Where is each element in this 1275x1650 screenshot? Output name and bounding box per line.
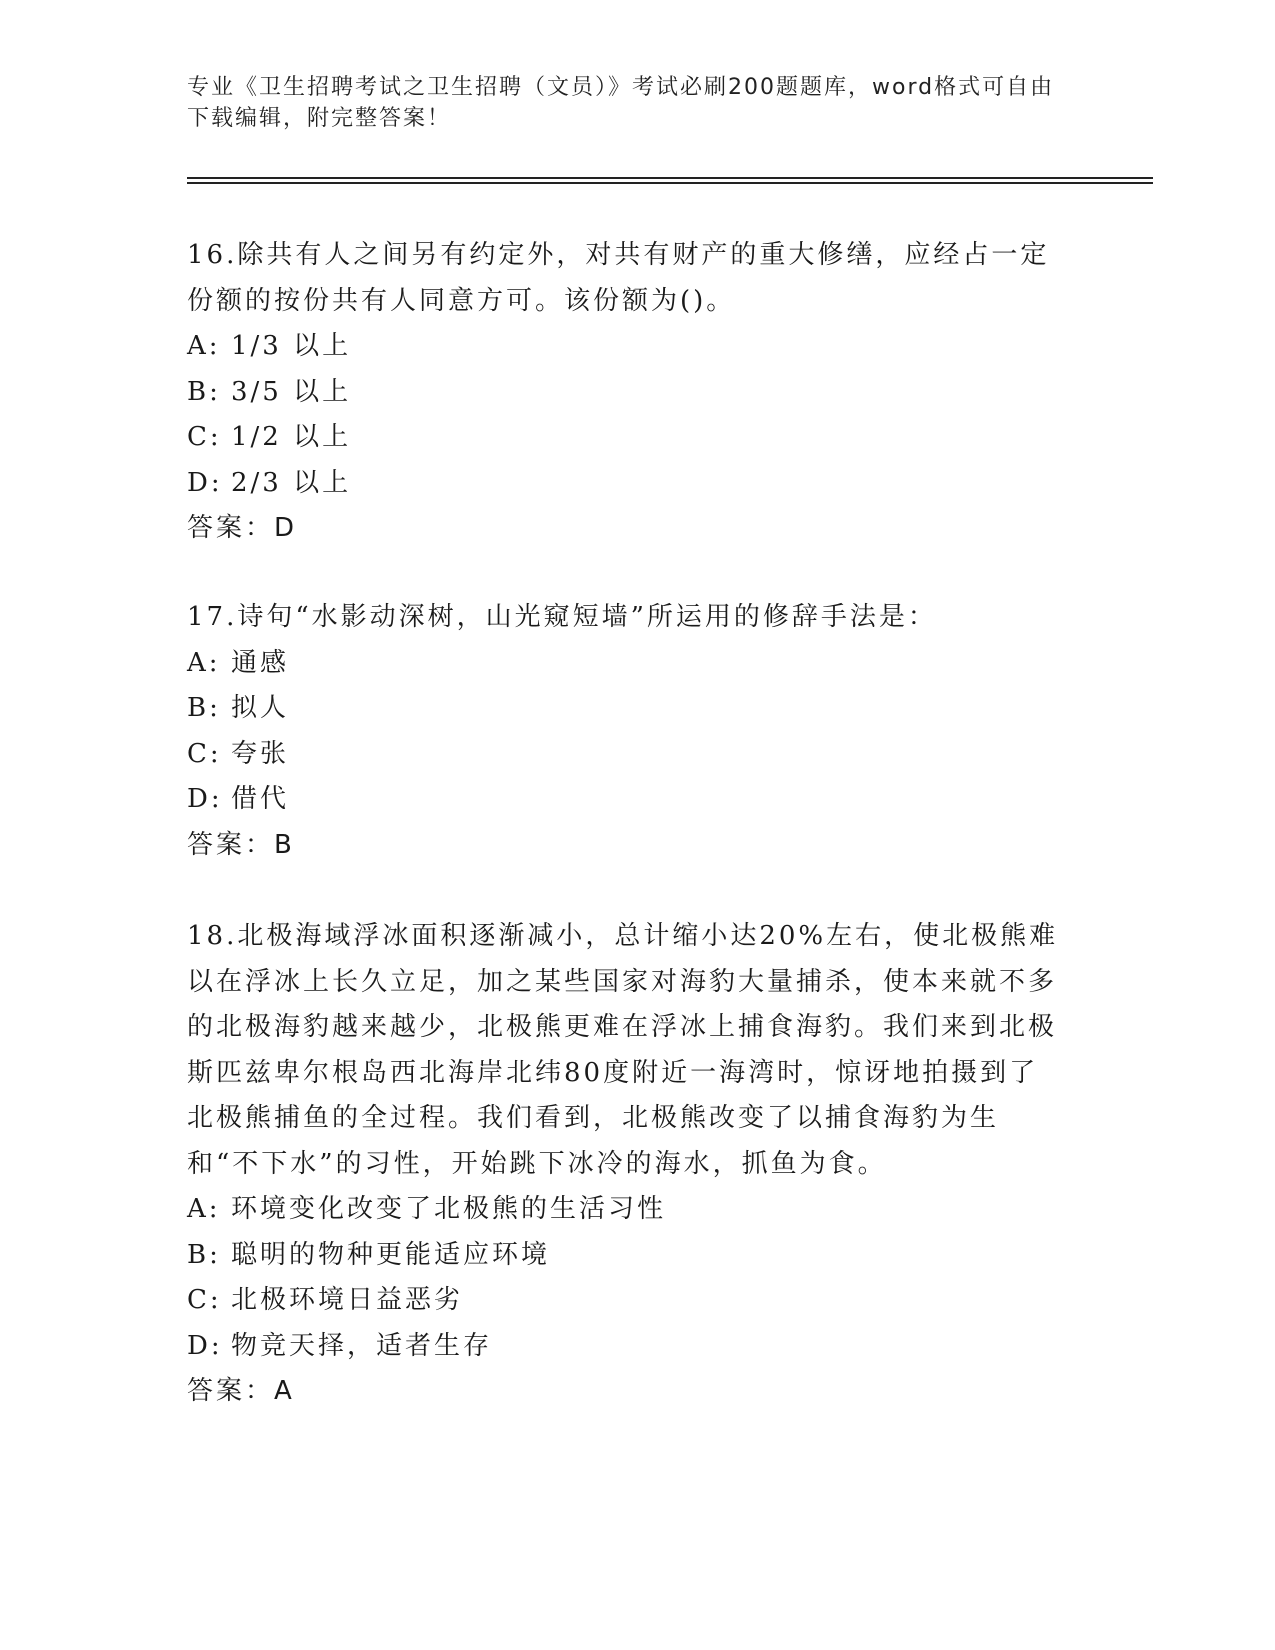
question-16 bbox=[187, 233, 1067, 552]
option-letter: D: bbox=[187, 467, 223, 498]
option-letter: A: bbox=[187, 647, 221, 678]
option-text: 聪明的物种更能适应环境 bbox=[231, 1239, 551, 1270]
option-text: 拟人 bbox=[231, 693, 290, 723]
option-letter: C: bbox=[187, 422, 222, 452]
option-text: 借代 bbox=[231, 784, 290, 814]
option-c bbox=[187, 415, 1067, 461]
question-stem: 18.北极海域浮冰面积逐渐减小，总计缩小达20%左右，使北极熊难以在浮冰上长久立足，加之某些国家对海豹大量捕杀，使本来就不多的北极海豹越来越少，北极熊更难在浮冰上捕食海豹。我们来到北极斯匹兹卑尔根岛西北海岸北纬80度附近一海湾时，惊讶地拍摄到了北极熊捕鱼的全过程。我们看到，北极熊改变了以捕食海豹为生和“不下水”的习性，开始跳下冰冷的海水，抓鱼为食。 bbox=[187, 921, 1059, 1179]
header-divider-top bbox=[187, 177, 1153, 179]
option-a bbox=[187, 1187, 1067, 1233]
option-d bbox=[187, 777, 1067, 823]
option-a bbox=[187, 324, 1067, 370]
header-divider-bottom bbox=[187, 182, 1153, 184]
option-text: 物竞天择，适者生存 bbox=[231, 1330, 493, 1361]
option-d bbox=[187, 461, 1067, 507]
question-stem: 16.除共有人之间另有约定外，对共有财产的重大修缮，应经占一定份额的按份共有人同意方可。该份额为()。 bbox=[187, 240, 1050, 316]
option-letter: C: bbox=[187, 738, 222, 769]
option-letter: D: bbox=[187, 784, 223, 814]
option-b bbox=[187, 686, 1067, 732]
option-text: 1/2 以上 bbox=[231, 422, 352, 452]
option-text: 1/3 以上 bbox=[231, 331, 352, 361]
option-letter: B: bbox=[187, 1239, 221, 1270]
option-text: 夸张 bbox=[231, 738, 290, 769]
option-letter: A: bbox=[187, 331, 221, 361]
answer-line: 答案：D bbox=[187, 513, 298, 543]
option-letter: A: bbox=[187, 1194, 221, 1224]
answer-line: 答案：A bbox=[187, 1376, 295, 1406]
option-c bbox=[187, 732, 1067, 778]
option-text: 环境变化改变了北极熊的生活习性 bbox=[231, 1194, 667, 1224]
option-text: 通感 bbox=[231, 647, 290, 678]
question-stem: 17.诗句“水影动深树，山光窥短墙”所运用的修辞手法是： bbox=[187, 602, 937, 632]
question-17 bbox=[187, 595, 1067, 868]
option-c bbox=[187, 1278, 1067, 1324]
option-text: 3/5 以上 bbox=[231, 376, 352, 407]
option-a bbox=[187, 641, 1067, 687]
option-b bbox=[187, 370, 1067, 416]
question-18 bbox=[187, 914, 1067, 1415]
option-letter: D: bbox=[187, 1330, 223, 1361]
answer-line: 答案：B bbox=[187, 829, 295, 860]
option-letter: B: bbox=[187, 693, 221, 723]
option-d bbox=[187, 1324, 1067, 1370]
option-text: 2/3 以上 bbox=[231, 467, 352, 498]
option-text: 北极环境日益恶劣 bbox=[231, 1285, 464, 1315]
option-letter: C: bbox=[187, 1285, 222, 1315]
document-header: 专业《卫生招聘考试之卫生招聘（文员）》考试必刷200题题库，word格式可自由下载编辑，附完整答案！ bbox=[187, 75, 1055, 131]
option-b bbox=[187, 1233, 1067, 1279]
option-letter: B: bbox=[187, 376, 221, 407]
